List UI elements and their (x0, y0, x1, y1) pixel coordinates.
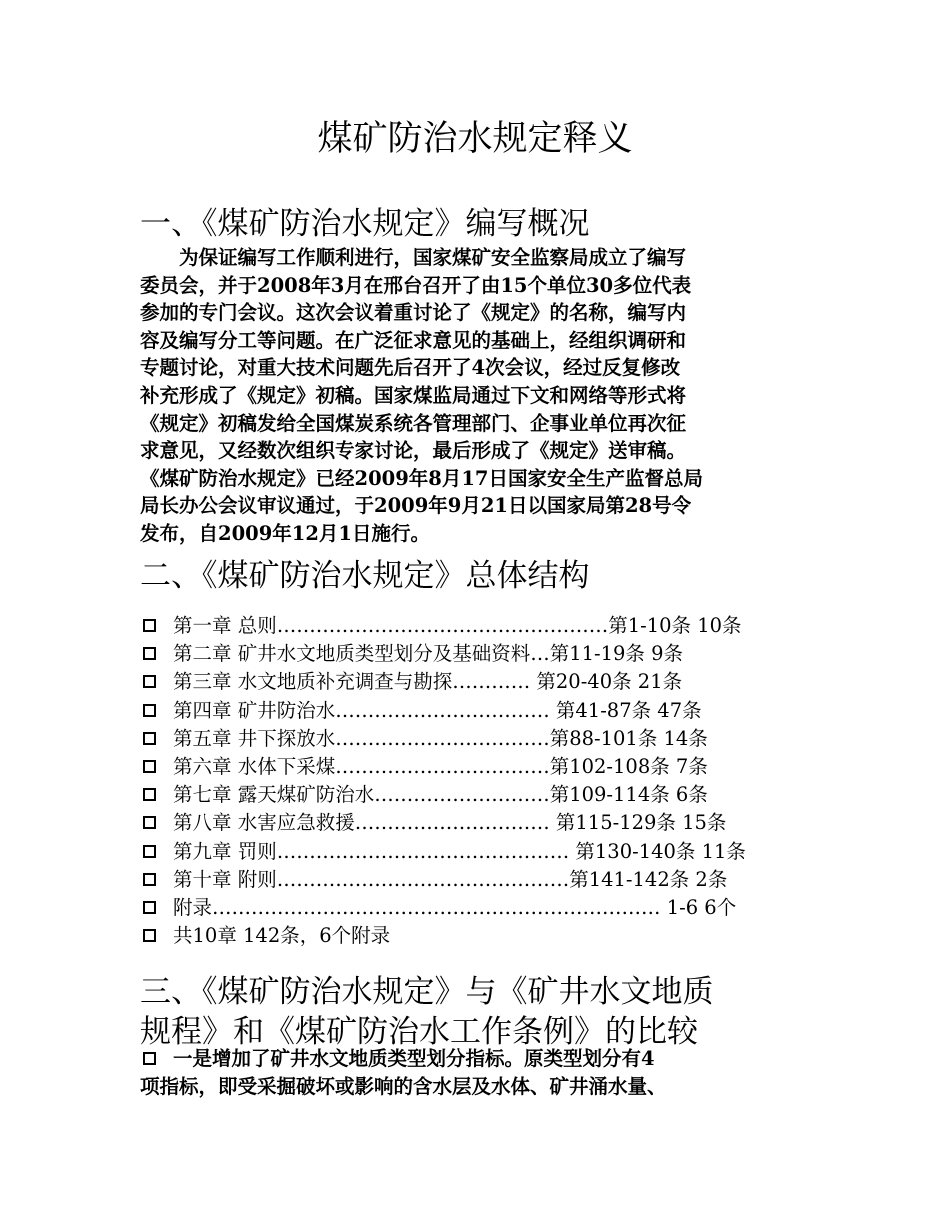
section-2-heading-text: 二、《煤矿防治水规定》总体结构 (140, 558, 590, 594)
list-item (140, 781, 820, 809)
list-item-text: 第四章 矿井防治水…………………………… 第41-87条 47条 (173, 698, 702, 722)
checkbox-icon (143, 901, 156, 914)
list-item-text: 第五章 井下探放水……………………………第88-101条 14条 (173, 726, 708, 750)
checkbox-icon (143, 760, 156, 773)
section-3-heading (140, 972, 820, 1052)
list-item (140, 640, 820, 668)
list-item-text: 第二章 矿井水文地质类型划分及基础资料…第11-19条 9条 (173, 642, 684, 666)
checkbox-icon (143, 816, 156, 829)
list-item (140, 866, 820, 894)
checkbox-icon (143, 732, 156, 745)
list-item (140, 922, 820, 950)
paragraph-line (140, 1045, 820, 1073)
list-item-text: 第一章 总则……………………………………………第1-10条 10条 (173, 614, 742, 637)
checkbox-icon (143, 929, 156, 942)
list-item (140, 838, 820, 866)
checkbox-icon (143, 788, 156, 801)
checkbox-icon (143, 873, 156, 886)
list-item-text: 第十章 附则………………………………………第141-142条 2条 (173, 867, 728, 891)
section-3-paragraph (140, 1045, 820, 1101)
paragraph-line: 委员会，并于2008年3月在邢台召开了由15个单位30多位代表 (140, 273, 692, 297)
checkbox-icon (143, 619, 156, 632)
paragraph-line: 局长办公会议审议通过，于2009年9月21日以国家局第28号令 (140, 494, 692, 518)
paragraph-line: 项指标，即受采掘破坏或影响的含水层及水体、矿井涌水量、 (140, 1075, 667, 1098)
paragraph-line: 《煤矿防治水规定》已经2009年8月17日国家安全生产监督总局 (140, 466, 703, 490)
list-item (140, 725, 820, 753)
page-title: 煤矿防治水规定释义 (317, 119, 633, 159)
paragraph-line: 求意见，又经数次组织专家讨论，最后形成了《规定》送审稿。 (140, 439, 687, 463)
list-item-text: 第三章 水文地质补充调查与勘探………… 第20-40条 21条 (173, 670, 683, 694)
list-item (140, 753, 820, 781)
list-item-text: 第六章 水体下采煤……………………………第102-108条 7条 (173, 754, 708, 778)
list-item-text: 第八章 水害应急救援………………………… 第115-129条 15条 (173, 811, 727, 835)
paragraph-line-text: 一是增加了矿井水文地质类型划分指标。原类型划分有4 (173, 1047, 655, 1070)
paragraph-line: 《规定》初稿发给全国煤炭系统各管理部门、企事业单位再次征 (140, 411, 687, 435)
chapter-list (140, 612, 820, 950)
section-1-paragraph (140, 244, 820, 548)
checkbox-icon (143, 675, 156, 688)
section-2-heading (140, 556, 820, 596)
list-item (140, 668, 820, 696)
paragraph-line: 容及编写分工等问题。在广泛征求意见的基础上，经组织调研和 (140, 328, 687, 352)
section-3-heading-line: 规程》和《煤矿防治水工作条例》的比较 (140, 1014, 698, 1050)
paragraph-line: 专题讨论，对重大技术问题先后召开了4次会议，经过反复修改 (140, 356, 681, 380)
paragraph-line: 补充形成了《规定》初稿。国家煤监局通过下文和网络等形式将 (140, 383, 687, 407)
checkbox-icon (143, 704, 156, 717)
paragraph-line: 为保证编写工作顺利进行，国家煤矿安全监察局成立了编写 (140, 246, 687, 269)
section-3-heading-line: 三、《煤矿防治水规定》与《矿井水文地质 (140, 974, 714, 1010)
list-item-text: 第九章 罚则……………………………………… 第130-140条 11条 (173, 839, 746, 863)
section-1-heading-text: 一、《煤矿防治水规定》编写概况 (140, 206, 590, 242)
checkbox-icon (143, 647, 156, 660)
paragraph-line: 参加的专门会议。这次会议着重讨论了《规定》的名称，编写内 (140, 301, 687, 325)
list-item-text: 共10章 142条，6个附录 (173, 924, 391, 948)
list-item (140, 697, 820, 725)
list-item (140, 809, 820, 837)
checkbox-icon (143, 845, 156, 858)
section-1-heading (140, 204, 820, 244)
list-item (140, 612, 820, 640)
paragraph-line: 发布，自2009年12月1日施行。 (140, 521, 430, 545)
list-item (140, 894, 820, 922)
list-item-text: 第七章 露天煤矿防治水………………………第109-114条 6条 (173, 783, 708, 807)
checkbox-icon (143, 1052, 156, 1065)
list-item-text: 附录…………………………………………………………… 1-6 6个 (173, 895, 737, 919)
